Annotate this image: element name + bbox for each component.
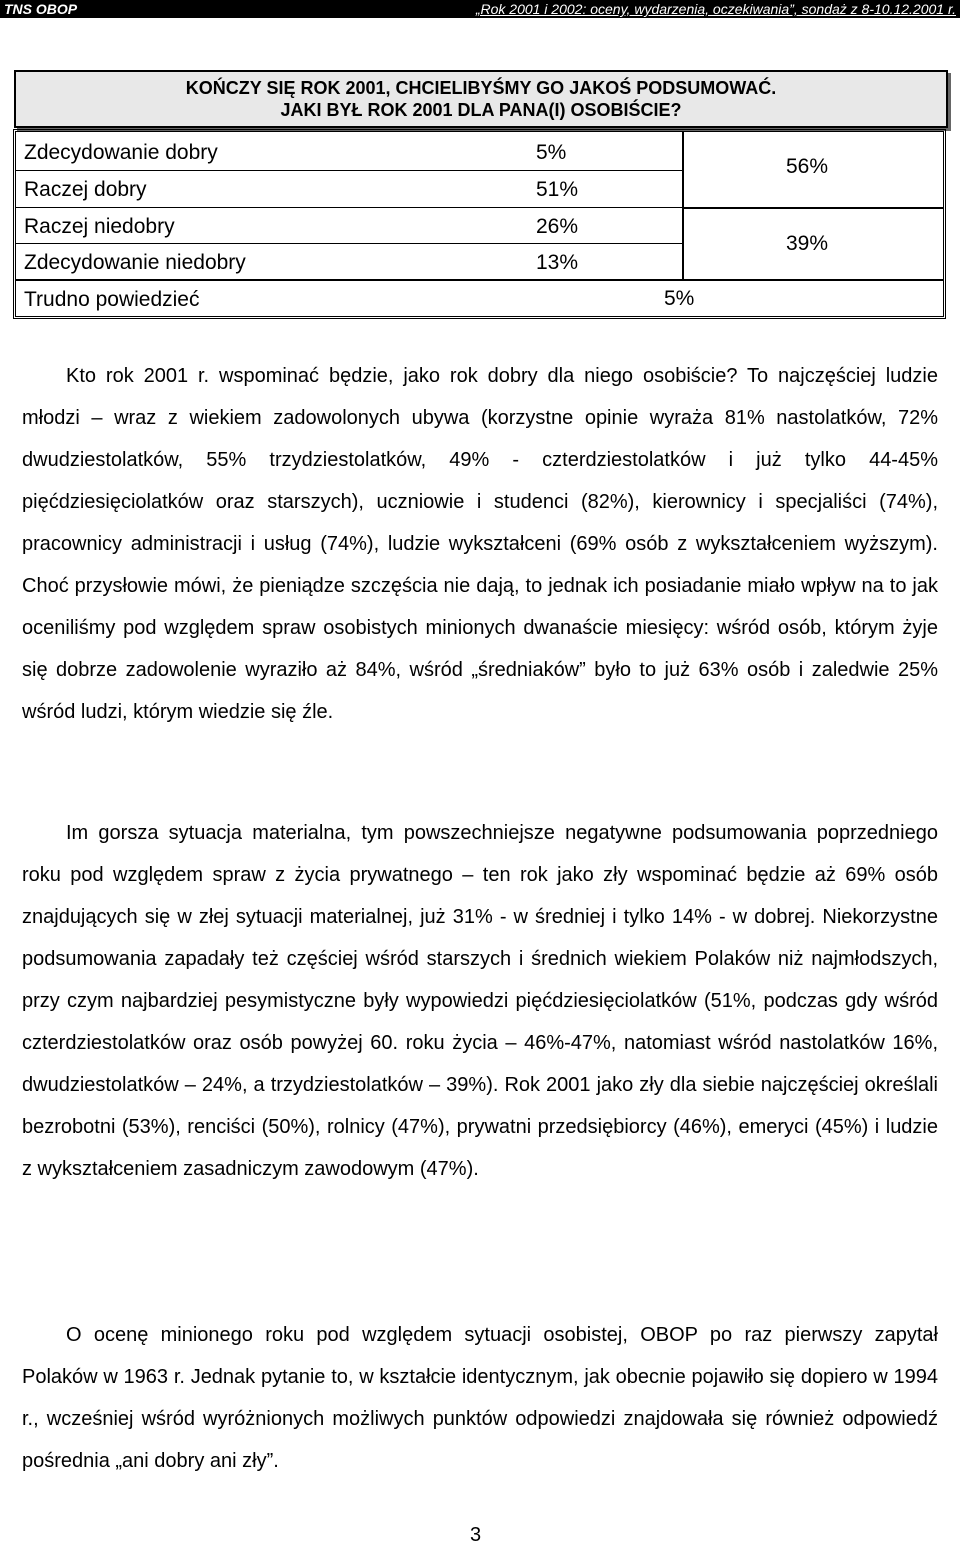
row-label: Raczej dobry bbox=[24, 178, 147, 201]
table-row bbox=[16, 208, 682, 245]
paragraph-text: Im gorsza sytuacja materialna, tym powszechniejsze negatywne podsumowania poprzedniego roku pod względem spraw z życia prywatnego – ten rok jako zły wspominać będzie aż 69% osób znajdujących się w złej sytuacji materialnej, już 31% - w średniej i tylko 14% - w dobrej. Niekorzystne podsumowania zapadały też częściej wśród starszych i średnich wiekiem Polaków niż najmłodszych, przy czym najbardziej pesymistyczne były wypowiedzi pięćdziesięciolatków (51%, podczas gdy wśród czterdziestolatków oraz osób powyżej 60. roku życia – 46%-47%, natomiast wśród nastolatków 16%, dwudziestolatków – 24%, a trzydziestolatków – 39%). Rok 2001 jako zły dla siebie najczęściej określali bezrobotni (53%), renciści (50%), rolnicy (47%), prywatni przedsiębiorcy (46%), emeryci (45%) i ludzie z wykształceniem zasadniczym zawodowym (47%). bbox=[22, 822, 938, 1180]
group-bad-value: 39% bbox=[786, 232, 829, 255]
header-left: TNS OBOP bbox=[4, 1, 78, 17]
column-divider bbox=[682, 132, 684, 279]
group-good-value: 56% bbox=[786, 155, 829, 178]
row-value: 5% bbox=[536, 141, 567, 164]
paragraph-1 bbox=[22, 355, 938, 733]
row-value: 5% bbox=[664, 287, 695, 310]
results-table bbox=[13, 129, 946, 319]
table-row bbox=[16, 281, 943, 318]
table-row bbox=[16, 244, 682, 281]
question-line-1: KOŃCZY SIĘ ROK 2001, CHCIELIBYŚMY GO JAKOŚ PODSUMOWAĆ. bbox=[185, 78, 777, 98]
paragraph-text: O ocenę minionego roku pod względem sytuacji osobistej, OBOP po raz pierwszy zapytał Polaków w 1963 r. Jednak pytanie to, w kształcie identycznym, jak obecnie pojawiło się dopiero w 1994 r., wcześniej wśród wyróżnionych możliwych punktów odpowiedzi znajdowała się również odpowiedź pośrednia „ani dobry ani zły”. bbox=[22, 1324, 938, 1472]
group-divider bbox=[682, 207, 943, 209]
paragraph-3 bbox=[22, 1314, 938, 1482]
page-number: 3 bbox=[470, 1524, 482, 1546]
table-row bbox=[16, 171, 682, 208]
row-value: 26% bbox=[536, 215, 579, 238]
paragraph-text: Kto rok 2001 r. wspominać będzie, jako rok dobry dla niego osobiście? To najczęściej ludzie młodzi – wraz z wiekiem zadowolonych ubywa (korzystne opinie wyraża 81% nastolatków, 72% dwudziestolatków, 55% trzydziestolatków, 49% - czterdziestolatków i już tylko 44-45% pięćdziesięciolatków oraz starszych), uczniowie i studenci (82%), kierownicy i specjaliści (74%), pracownicy administracji i usług (74%), ludzie wykształceni (69% osób z wykształceniem wyższym). Choć przysłowie mówi, że pieniądze szczęścia nie dają, to jednak ich posiadanie miało wpływ na to jak oceniliśmy pod względem spraw osobistych minionych dwanaście miesięcy: wśród osób, którym żyje się dobrze zadowolenie wyraziło aż 84%, wśród „średniaków” było to już 63% osób i zaledwie 25% wśród ludzi, którym wiedzie się źle. bbox=[22, 365, 938, 723]
question-line-2: JAKI BYŁ ROK 2001 DLA PANA(I) OSOBIŚCIE? bbox=[280, 100, 682, 120]
question-box bbox=[14, 70, 948, 128]
header-right: „Rok 2001 i 2002: oceny, wydarzenia, oczekiwania”, sondaż z 8-10.12.2001 r. bbox=[475, 1, 956, 17]
row-value: 13% bbox=[536, 251, 579, 274]
row-label: Raczej niedobry bbox=[24, 215, 175, 238]
row-value: 51% bbox=[536, 178, 579, 201]
page-header bbox=[0, 0, 960, 18]
row-label: Zdecydowanie niedobry bbox=[24, 251, 246, 274]
row-label: Trudno powiedzieć bbox=[24, 288, 200, 311]
row-label: Zdecydowanie dobry bbox=[24, 141, 218, 164]
table-row bbox=[16, 134, 682, 171]
paragraph-2 bbox=[22, 812, 938, 1190]
